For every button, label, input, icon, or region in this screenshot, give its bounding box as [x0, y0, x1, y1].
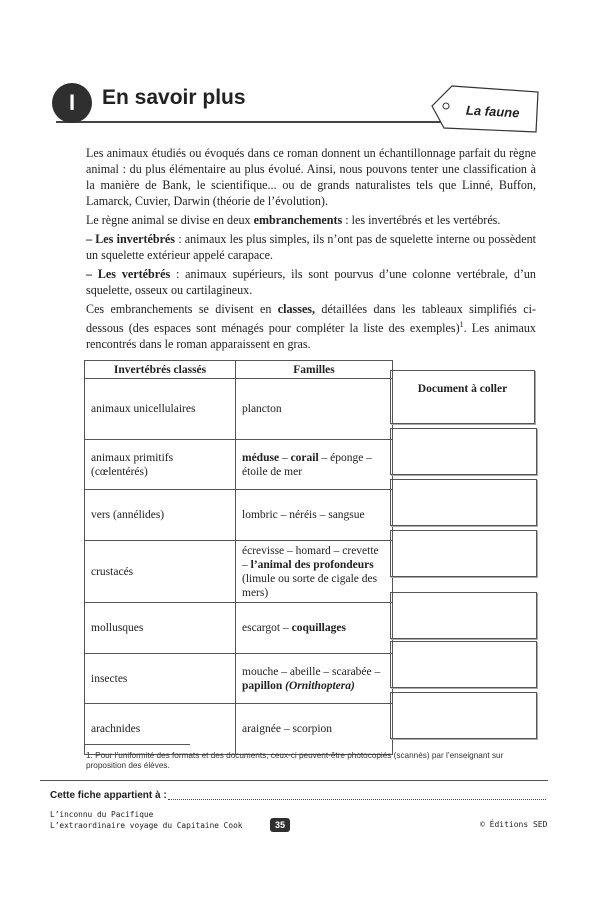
footnote-rule — [84, 744, 190, 745]
owner-field[interactable] — [168, 799, 546, 800]
familles-cell: plancton — [236, 379, 393, 440]
table-row — [85, 379, 393, 440]
table-row — [85, 541, 393, 603]
book-subtitle-line: L’extraordinaire voyage du Capitaine Cook — [50, 820, 243, 830]
document-box[interactable] — [390, 641, 537, 688]
familles-cell: mouche – abeille – scarabée – papillon (Ornithoptera) — [236, 654, 393, 704]
paragraph: Ces embranchements se divisent en classes, détaillées dans les tableaux simplifiés ci-dessous (des espaces sont ménagés pour compléter la liste des exemples)$^1$. Les animaux rencontrés dans le roman apparaissent en gras. — [86, 302, 536, 352]
classe-cell: arachnides — [85, 704, 236, 755]
familles-cell: écrevisse – homard – crevette – l’animal des profondeurs (limule ou sorte de cigale des mers) — [236, 541, 393, 603]
table-row — [85, 490, 393, 541]
footer-rule — [40, 780, 548, 781]
document-box[interactable] — [390, 428, 537, 475]
classe-cell: crustacés — [85, 541, 236, 603]
page-number: 35 — [270, 818, 290, 832]
document-box[interactable] — [390, 592, 537, 639]
invertebrates-table — [84, 360, 393, 755]
paragraph: Le règne animal se divise en deux embranchements : les invertébrés et les vertébrés. — [86, 213, 501, 227]
table-row — [85, 440, 393, 490]
paragraph: Les animaux étudiés ou évoqués dans ce roman donnent un échantillonnage parfait du règne animal : du plus élémentaire au plus évolué. Ainsi, nous pouvons tenter une classification à la manière de Bank, le scientifique... ou de grands naturalistes tels que Linné, Buffon, Lamarck, Cuvier, Darwin (théorie de l’évolution). — [86, 146, 536, 208]
document-box[interactable] — [390, 530, 537, 577]
section-badge: I — [52, 83, 92, 123]
paragraph: – Les vertébrés : animaux supérieurs, ils sont pourvus d’une colonne vertébrale, d’un squelette, osseux ou cartilagineux. — [86, 267, 536, 297]
book-title — [50, 810, 242, 831]
familles-cell: araignée – scorpion — [236, 704, 393, 755]
page-title: En savoir plus — [102, 86, 246, 109]
classe-cell: insectes — [85, 654, 236, 704]
table-row — [85, 704, 393, 755]
familles-cell: escargot – coquillages — [236, 603, 393, 654]
column-header-familles: Familles — [236, 361, 393, 379]
table-row — [85, 603, 393, 654]
document-box[interactable] — [390, 692, 537, 739]
copyright: © Éditions SED — [480, 820, 548, 829]
table-row — [85, 654, 393, 704]
table-body — [85, 379, 393, 755]
familles-cell: lombric – néréis – sangsue — [236, 490, 393, 541]
classe-cell: animaux unicellulaires — [85, 379, 236, 440]
tag-text: La faune — [465, 102, 520, 121]
classe-cell: vers (annélides) — [85, 490, 236, 541]
classe-cell: mollusques — [85, 603, 236, 654]
document-box[interactable] — [390, 479, 537, 526]
classe-cell: animaux primitifs (cœlentérés) — [85, 440, 236, 490]
owner-label: Cette fiche appartient à : — [50, 790, 167, 801]
footnote: 1. Pour l’uniformité des formats et des documents, ceux-ci peuvent-être photocopiés (scannés) par l’enseignant sur proposition des élèves. — [86, 751, 504, 770]
book-title-line: L’inconnu du Pacifique — [50, 810, 154, 819]
document-box-header[interactable] — [390, 370, 535, 424]
familles-cell: méduse – corail – éponge – étoile de mer — [236, 440, 393, 490]
document-label: Document à coller — [417, 383, 508, 395]
column-header-classe: Invertébrés classés — [85, 361, 236, 379]
intro-text — [86, 145, 536, 355]
paragraph: – Les invertébrés : animaux les plus simples, ils n’ont pas de squelette interne ou possèdent un squelette extérieur appelé carapace. — [86, 232, 536, 262]
